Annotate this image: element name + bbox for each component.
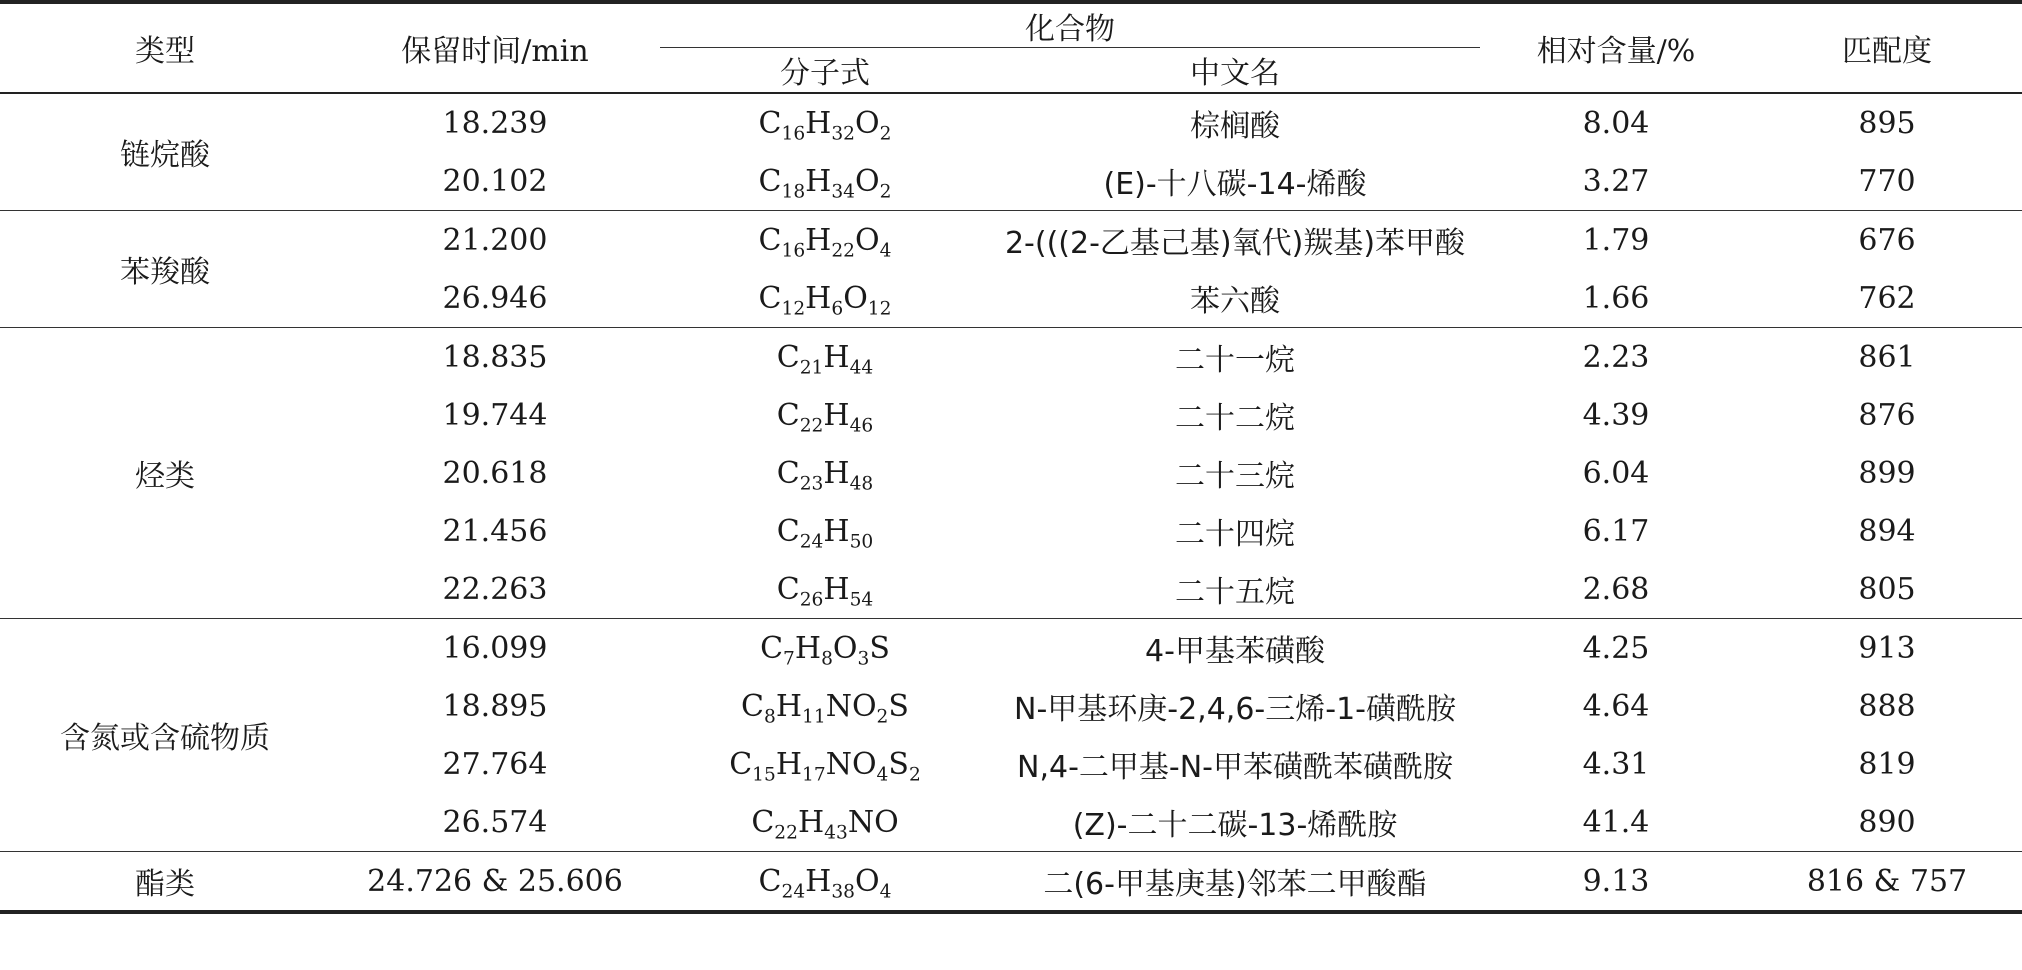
cell-relative-content: 4.39: [1582, 397, 1650, 433]
cell-chinese-name: (E)-十八碳-14-烯酸: [1103, 167, 1367, 202]
cell-relative-content: 6.17: [1582, 513, 1650, 549]
cell-formula: $C_8H_{11}NO_2S$: [741, 688, 909, 727]
cell-retention-time: 20.618: [442, 455, 548, 491]
cell-match: 861: [1858, 339, 1916, 375]
cell-type: 酯类: [135, 867, 195, 902]
cell-relative-content: 4.31: [1582, 746, 1650, 782]
cell-match: 762: [1858, 280, 1916, 316]
cell-chinese-name: 二十五烷: [1175, 575, 1295, 610]
cell-retention-time: 22.263: [442, 571, 548, 607]
cell-formula: $C_{22}H_{46}$: [776, 397, 874, 436]
header-relative-content: 相对含量/%: [1480, 2, 1752, 93]
cell-match: 890: [1858, 804, 1916, 840]
cell-formula: $C_{26}H_{54}$: [776, 571, 874, 610]
cell-match: 816 & 757: [1806, 863, 1968, 899]
cell-retention-time: 21.456: [442, 513, 548, 549]
cell-formula: $C_7H_8O_3S$: [760, 630, 890, 669]
cell-formula: $C_{18}H_{34}O_2$: [758, 163, 892, 202]
cell-match: 770: [1858, 163, 1916, 199]
cell-formula: $C_{12}H_6O_{12}$: [758, 280, 892, 319]
cell-match: 888: [1858, 688, 1916, 724]
cell-retention-time: 21.200: [442, 222, 548, 258]
header-match: 匹配度: [1752, 2, 2022, 93]
cell-relative-content: 6.04: [1582, 455, 1650, 491]
cell-match: 805: [1858, 571, 1916, 607]
cell-retention-time: 16.099: [442, 630, 548, 666]
cell-chinese-name: 2-(((2-乙基己基)氧代)羰基)苯甲酸: [1004, 226, 1466, 261]
table-row: [0, 852, 2022, 913]
cell-type: 链烷酸: [120, 138, 210, 173]
cell-formula: $C_{22}H_{43}NO$: [751, 804, 899, 843]
cell-type: 烃类: [135, 459, 195, 494]
cell-retention-time: 24.726 & 25.606: [367, 863, 623, 899]
cell-relative-content: 3.27: [1582, 163, 1650, 199]
cell-match: 876: [1858, 397, 1916, 433]
cell-match: 819: [1858, 746, 1916, 782]
cell-relative-content: 9.13: [1582, 863, 1650, 899]
cell-chinese-name: 二十四烷: [1175, 517, 1295, 552]
cell-match: 895: [1858, 105, 1916, 141]
cell-retention-time: 20.102: [442, 163, 548, 199]
cell-formula: $C_{23}H_{48}$: [776, 455, 874, 494]
cell-formula: $C_{24}H_{50}$: [776, 513, 874, 552]
cell-type: 苯羧酸: [120, 255, 210, 290]
cell-chinese-name: 苯六酸: [1190, 284, 1280, 319]
cell-type: 含氮或含硫物质: [60, 721, 270, 756]
cell-chinese-name: 二十三烷: [1175, 459, 1295, 494]
table-row: [0, 619, 2022, 678]
cell-formula: $C_{16}H_{22}O_4$: [758, 222, 892, 261]
cell-retention-time: 18.895: [442, 688, 548, 724]
header-compound: [660, 2, 1480, 48]
cell-retention-time: 18.239: [442, 105, 548, 141]
cell-chinese-name: N,4-二甲基-N-甲苯磺酰苯磺酰胺: [1017, 750, 1453, 785]
header-compound-label: 化合物: [1025, 12, 1115, 47]
table-row: [0, 328, 2022, 387]
cell-chinese-name: N-甲基环庚-2,4,6-三烯-1-磺酰胺: [1014, 692, 1456, 727]
cell-relative-content: 1.66: [1582, 280, 1650, 316]
header-chinese-name: 中文名: [990, 48, 1480, 93]
cell-relative-content: 2.68: [1582, 571, 1650, 607]
header-formula: 分子式: [660, 48, 990, 93]
header-retention-time: 保留时间/min: [330, 2, 660, 93]
cell-retention-time: 26.946: [442, 280, 548, 316]
compound-underline: [660, 47, 1480, 48]
cell-formula: $C_{24}H_{38}O_4$: [758, 863, 892, 902]
cell-relative-content: 41.4: [1582, 804, 1650, 840]
cell-formula: $C_{16}H_{32}O_2$: [758, 105, 892, 144]
table-body: [0, 93, 2022, 912]
cell-retention-time: 18.835: [442, 339, 548, 375]
cell-relative-content: 8.04: [1582, 105, 1650, 141]
cell-chinese-name: 棕榈酸: [1190, 109, 1280, 144]
cell-match: 899: [1858, 455, 1916, 491]
cell-match: 894: [1858, 513, 1916, 549]
cell-formula: $C_{15}H_{17}NO_4S_2$: [729, 746, 921, 785]
cell-relative-content: 4.64: [1582, 688, 1650, 724]
cell-relative-content: 1.79: [1582, 222, 1650, 258]
cell-relative-content: 2.23: [1582, 339, 1650, 375]
cell-formula: $C_{21}H_{44}$: [776, 339, 874, 378]
cell-chinese-name: 二(6-甲基庚基)邻苯二甲酸酯: [1043, 867, 1427, 902]
cell-retention-time: 26.574: [442, 804, 548, 840]
cell-chinese-name: 二十二烷: [1175, 401, 1295, 436]
cell-chinese-name: 二十一烷: [1175, 343, 1295, 378]
table-row: [0, 211, 2022, 270]
cell-retention-time: 27.764: [442, 746, 548, 782]
cell-chinese-name: 4-甲基苯磺酸: [1145, 634, 1325, 669]
cell-match: 676: [1858, 222, 1916, 258]
cell-chinese-name: (Z)-二十二碳-13-烯酰胺: [1072, 808, 1398, 843]
table-row: [0, 93, 2022, 152]
cell-retention-time: 19.744: [442, 397, 548, 433]
header-type: 类型: [0, 2, 330, 93]
cell-relative-content: 4.25: [1582, 630, 1650, 666]
cell-match: 913: [1858, 630, 1916, 666]
